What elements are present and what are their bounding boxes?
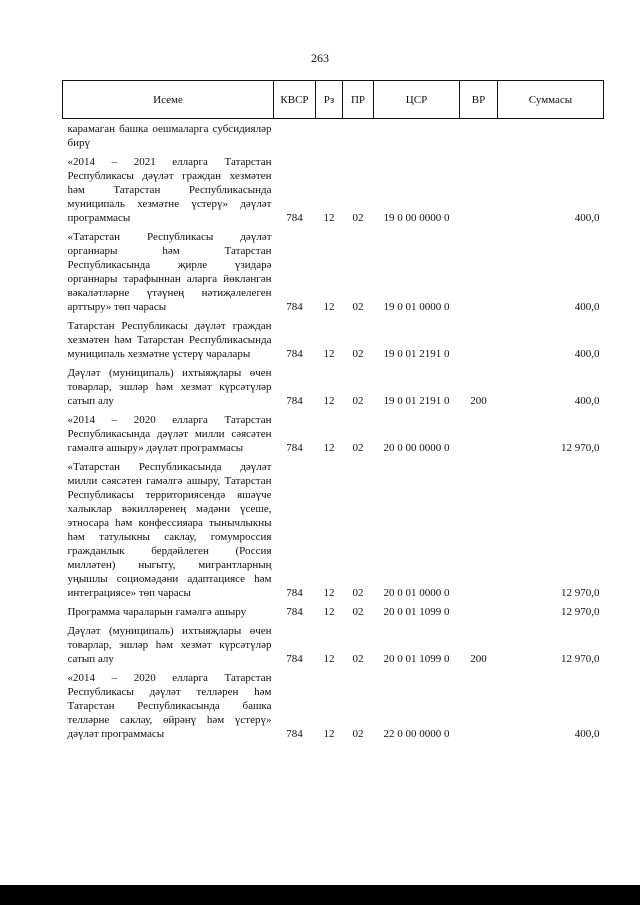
- row-name: Дәүләт (муниципаль) ихтыяҗлары өчен товарлар, эшләр һәм хезмәт күрсәтүләр сатып алу: [67, 625, 272, 665]
- table-row: [63, 668, 604, 743]
- row-sum: 12 970,0: [561, 653, 600, 665]
- row-vr: 200: [470, 653, 487, 665]
- budget-table: [62, 80, 604, 743]
- row-sum: 400,0: [574, 395, 600, 407]
- row-vr: 200: [470, 395, 487, 407]
- row-rz: [316, 119, 343, 153]
- row-rz: 12: [323, 442, 335, 454]
- row-rz: 12: [323, 653, 335, 665]
- row-csr: [374, 119, 460, 153]
- row-vr: [460, 410, 498, 457]
- row-sum: 400,0: [574, 348, 600, 360]
- row-csr: 19 0 01 2191 0: [383, 348, 450, 360]
- row-vr: [460, 602, 498, 621]
- header-csr: ЦСР: [374, 81, 460, 119]
- row-rz: 12: [323, 395, 335, 407]
- row-pr: 02: [352, 653, 364, 665]
- table-row: [63, 227, 604, 316]
- row-rz: 12: [323, 606, 335, 618]
- table-row: [63, 621, 604, 668]
- row-name: «2014 – 2020 елларга Татарстан Республикасы дәүләт телләрен һәм Татарстан Республикасында башка телләрне саклау, өйрәнү һәм үстерү» дәүләт программасы: [67, 672, 272, 740]
- row-kvsr: 784: [286, 728, 303, 740]
- scan-bottom-edge: [0, 885, 640, 905]
- row-sum: 400,0: [574, 301, 600, 313]
- row-name: «Татарстан Республикасында дәүләт милли сәясәтен гамәлгә ашыру, Татарстан Республикасы территориясендә яшәүче халыклар вәкилләренең мәдәни үсеше, этносара һәм конфессияара тынычлыкны һәм татулыкны саклау, гомумроссия гражданлык бердәйлеген (Россия милләтен) ныгыту, мигрантларның уңышлы социомәдәни адаптациясе һәм интеграциясе» төп чарасы: [67, 461, 272, 599]
- row-vr: [460, 457, 498, 602]
- row-vr: [460, 316, 498, 363]
- row-kvsr: 784: [286, 301, 303, 313]
- row-name: «2014 – 2021 елларга Татарстан Республикасы дәүләт граждан хезмәтен һәм Татарстан Республикасында муниципаль хезмәтне үстерү» дәүләт программасы: [67, 156, 272, 224]
- page-number: 263: [311, 51, 329, 65]
- row-vr: [460, 152, 498, 227]
- row-name: «2014 – 2020 елларга Татарстан Республикасында дәүләт милли сәясәтен гамәлгә ашыру» дәүләт программасы: [67, 414, 272, 454]
- row-kvsr: 784: [286, 442, 303, 454]
- row-pr: 02: [352, 606, 364, 618]
- row-pr: 02: [352, 442, 364, 454]
- header-vr: ВР: [460, 81, 498, 119]
- row-name: «Татарстан Республикасы дәүләт органнары һәм Татарстан Республикасында җирле үзидарә органнары тарафыннан аларга йөкләнгән вәкаләтләрне үтәүнең нәтиҗәлелеген арттыру» төп чарасы: [67, 231, 272, 313]
- table-row: [63, 363, 604, 410]
- row-name: Татарстан Республикасы дәүләт граждан хезмәтен һәм Татарстан Республикасында муниципаль хезмәтне үстерү чаралары: [67, 320, 272, 360]
- row-vr: [460, 668, 498, 743]
- row-kvsr: 784: [286, 395, 303, 407]
- row-pr: 02: [352, 728, 364, 740]
- row-csr: 20 0 01 1099 0: [383, 606, 450, 618]
- header-pr: ПР: [343, 81, 374, 119]
- table-row: [63, 457, 604, 602]
- header-name: Исеме: [63, 81, 274, 119]
- row-pr: 02: [352, 212, 364, 224]
- row-pr: 02: [352, 395, 364, 407]
- row-pr: 02: [352, 301, 364, 313]
- row-kvsr: 784: [286, 212, 303, 224]
- row-csr: 22 0 00 0000 0: [383, 728, 450, 740]
- table-row: [63, 316, 604, 363]
- row-csr: 20 0 01 1099 0: [383, 653, 450, 665]
- row-kvsr: 784: [286, 653, 303, 665]
- row-rz: 12: [323, 212, 335, 224]
- table-row: [63, 119, 604, 153]
- row-sum: [498, 119, 604, 153]
- table-row: [63, 410, 604, 457]
- row-kvsr: [274, 119, 316, 153]
- row-vr: [460, 227, 498, 316]
- row-kvsr: 784: [286, 348, 303, 360]
- row-rz: 12: [323, 348, 335, 360]
- row-pr: 02: [352, 587, 364, 599]
- row-sum: 400,0: [574, 728, 600, 740]
- row-rz: 12: [323, 728, 335, 740]
- row-csr: 19 0 01 0000 0: [383, 301, 450, 313]
- table-row: [63, 602, 604, 621]
- row-name: Дәүләт (муниципаль) ихтыяҗлары өчен товарлар, эшләр һәм хезмәт күрсәтүләр сатып алу: [67, 367, 272, 407]
- table-row: [63, 152, 604, 227]
- table-header-row: [63, 81, 604, 119]
- row-name: Программа чараларын гамәлгә ашыру: [67, 606, 247, 618]
- row-name: карамаган башка оешмаларга субсидияләр бирү: [67, 123, 272, 149]
- header-rz: Рз: [316, 81, 343, 119]
- row-csr: 20 0 01 0000 0: [383, 587, 450, 599]
- row-kvsr: 784: [286, 606, 303, 618]
- row-kvsr: 784: [286, 587, 303, 599]
- row-csr: 19 0 00 0000 0: [383, 212, 450, 224]
- row-sum: 400,0: [574, 212, 600, 224]
- header-kvsr: КВСР: [274, 81, 316, 119]
- row-csr: 20 0 00 0000 0: [383, 442, 450, 454]
- row-vr: [460, 119, 498, 153]
- row-pr: 02: [352, 348, 364, 360]
- row-sum: 12 970,0: [561, 442, 600, 454]
- row-pr: [343, 119, 374, 153]
- header-sum: Суммасы: [498, 81, 604, 119]
- row-rz: 12: [323, 301, 335, 313]
- row-rz: 12: [323, 587, 335, 599]
- row-sum: 12 970,0: [561, 587, 600, 599]
- row-csr: 19 0 01 2191 0: [383, 395, 450, 407]
- row-sum: 12 970,0: [561, 606, 600, 618]
